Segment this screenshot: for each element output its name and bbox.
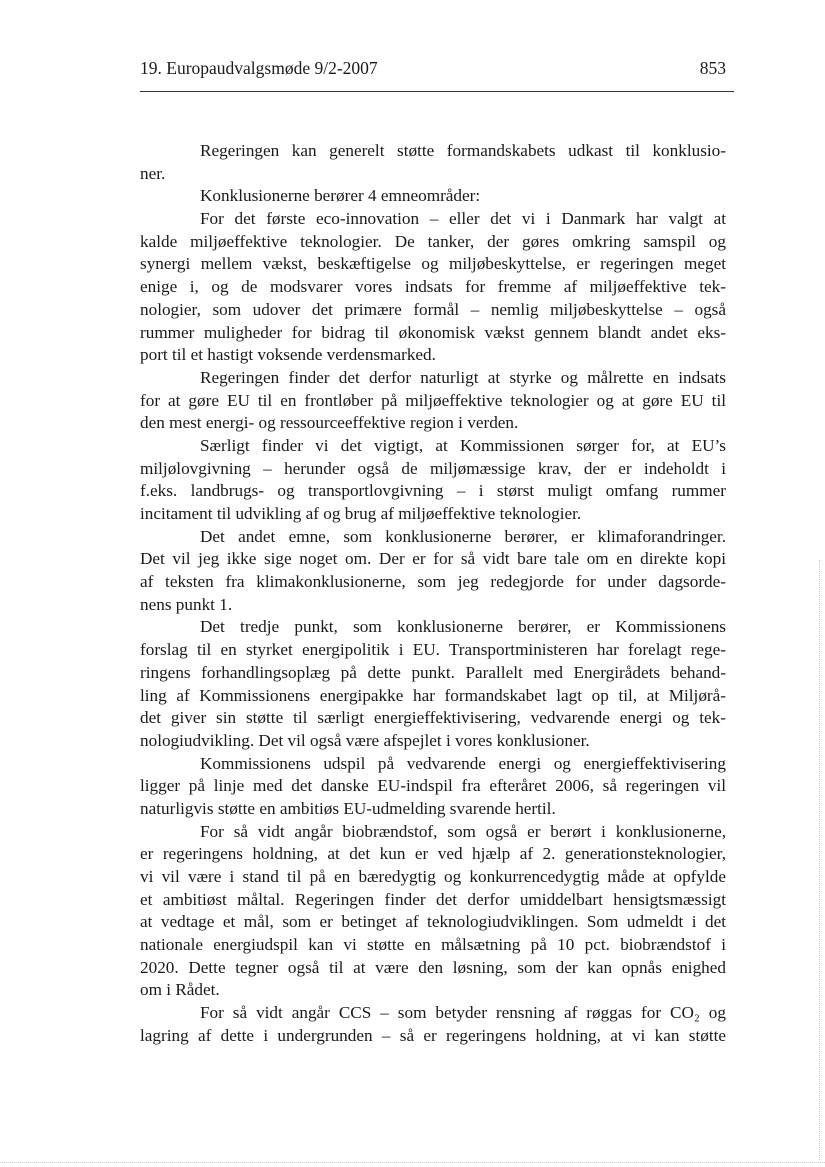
- text-line: ner.: [140, 163, 166, 183]
- text-line: miljølovgivning – herunder også de miljømæssige krav, der er indeholdt i: [140, 458, 726, 478]
- text-line: for at gøre EU til en frontløber på miljøeffektive teknologier og at gøre EU til: [140, 390, 726, 410]
- text-line: nationale energiudspil kan vi støtte en målsætning på 10 pct. biobrændstof i: [140, 935, 726, 955]
- text-line: Kommissionens udspil på vedvarende energi og energieffektivisering: [200, 753, 726, 773]
- text-line: For så vidt angår biobrændstof, som også er berørt i konklusionerne,: [200, 821, 726, 841]
- document-body: [140, 140, 726, 1048]
- text-line: at vedtage et mål, som er betinget af teknologiudviklingen. Som udmeldt i det: [140, 912, 726, 932]
- text-line: Det vil jeg ikke sige noget om. Der er for så vidt bare tale om en direkte kopi: [140, 549, 726, 569]
- text-line: nologier, som udover det primære formål – nemlig miljøbeskyttelse – også: [140, 299, 726, 319]
- text-line: et ambitiøst måltal. Regeringen finder det derfor umiddelbart hensigtsmæssigt: [140, 889, 726, 909]
- text-line: synergi mellem vækst, beskæftigelse og miljøbeskyttelse, er regeringen meget: [140, 254, 726, 274]
- text-line: Særligt finder vi det vigtigt, at Kommissionen sørger for, at EU’s: [200, 435, 726, 455]
- text-line: Det andet emne, som konklusionerne berører, er klimaforandringer.: [200, 526, 726, 546]
- text-line: Regeringen finder det derfor naturligt at styrke og målrette en indsats: [200, 367, 726, 387]
- paragraph: [140, 435, 726, 526]
- paragraph: [140, 140, 726, 185]
- text-line: det giver sin støtte til særligt energieffektivisering, vedvarende energi og tek-: [140, 708, 726, 728]
- text-line: er regeringens holdning, at det kun er ved hjælp af 2. generationsteknologier,: [140, 844, 726, 864]
- text-line: ringens forhandlingsoplæg på dette punkt. Parallelt med Energirådets behand-: [140, 662, 726, 682]
- text-line: vi vil være i stand til på en bæredygtig og konkurrencedygtig måde at opfylde: [140, 867, 726, 886]
- text-line: 2020. Dette tegner også til at være den løsning, som der kan opnås enighed: [140, 957, 726, 977]
- text-line: den mest energi- og ressourceeffektive region i verden.: [140, 413, 519, 433]
- text-line: lagring af dette i undergrunden – så er regeringens holdning, at vi kan støtte: [140, 1025, 726, 1045]
- paragraph: [140, 185, 726, 208]
- text-line: Det tredje punkt, som konklusionerne berører, er Kommissionens: [200, 617, 726, 637]
- text-line: port til et hastigt voksende verdensmarked.: [140, 345, 436, 365]
- text-line: nens punkt 1.: [140, 594, 233, 614]
- text-line: Regeringen kan generelt støtte formandskabets udkast til konklusio-: [200, 141, 726, 160]
- paragraph: [140, 821, 726, 1003]
- header-rule: [140, 91, 734, 92]
- text-line: For det første eco-innovation – eller det vi i Danmark har valgt at: [200, 209, 726, 229]
- text-line: f.eks. landbrugs- og transportlovgivning – i størst muligt omfang rummer: [140, 481, 726, 501]
- text-line: ligger på linje med det danske EU-indspil fra efteråret 2006, så regeringen vil: [140, 776, 726, 796]
- text-line: forslag til en styrket energipolitik i EU. Transportministeren har forelagt rege-: [140, 640, 726, 660]
- page-edge-right: [819, 560, 820, 1160]
- text-line: ling af Kommissionens energipakke har formandskabet lagt op til, at Miljørå-: [140, 685, 726, 705]
- text-line: For så vidt angår CCS – som betyder rensning af røggas for CO₂ og: [200, 1003, 726, 1023]
- text-line: incitament til udvikling af og brug af miljøeffektive teknologier.: [140, 504, 582, 523]
- text-line: kalde miljøeffektive teknologier. De tanker, der gøres omkring samspil og: [140, 231, 726, 251]
- text-line: nologiudvikling. Det vil også være afspejlet i vores konklusioner.: [140, 730, 590, 750]
- text-line: rummer muligheder for bidrag til økonomisk vækst gennem blandt andet eks-: [140, 322, 726, 342]
- paragraph: [140, 753, 726, 821]
- paragraph: [140, 208, 726, 367]
- header-title: 19. Europaudvalgsmøde 9/2-2007: [140, 58, 378, 78]
- paragraph: [140, 367, 726, 435]
- text-line: naturligvis støtte en ambitiøs EU-udmelding svarende hertil.: [140, 798, 556, 818]
- text-line: af teksten fra klimakonklusionerne, som jeg redegjorde for under dagsorde-: [140, 572, 726, 592]
- page-edge-bottom: [0, 1162, 825, 1163]
- paragraph: [140, 526, 726, 617]
- paragraph: [140, 616, 726, 752]
- text-line: Konklusionerne berører 4 emneområder:: [200, 186, 481, 206]
- running-header: [140, 58, 726, 84]
- paragraph: [140, 1002, 726, 1047]
- text-line: om i Rådet.: [140, 980, 220, 1000]
- text-line: enige i, og de modsvarer vores indsats for fremme af miljøeffektive tek-: [140, 277, 726, 297]
- page-number: 853: [699, 58, 726, 78]
